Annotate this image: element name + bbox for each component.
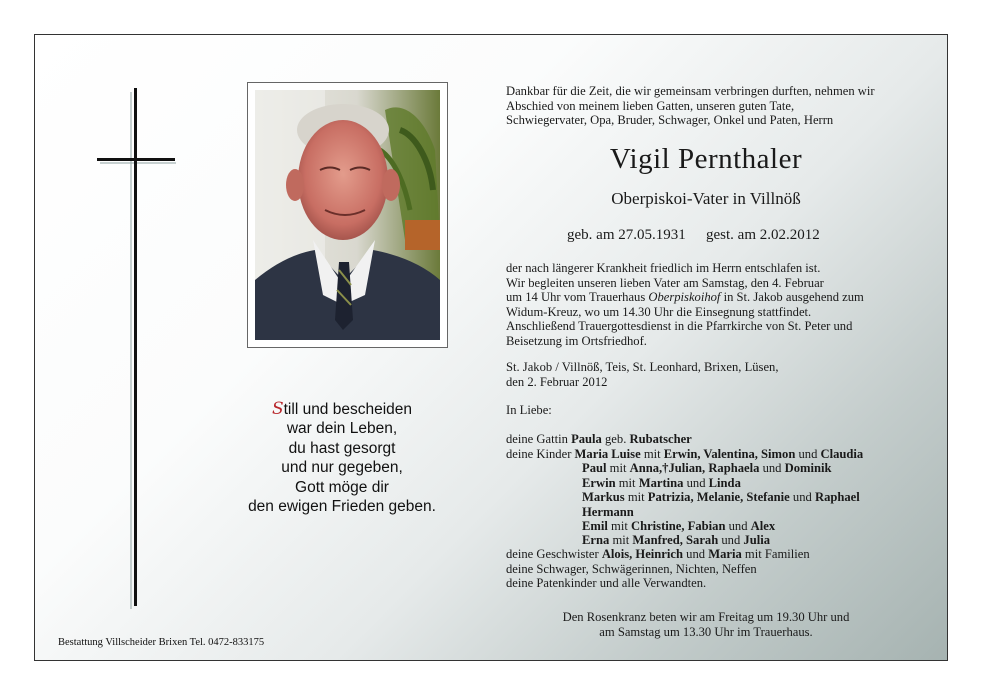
mourner-text: und xyxy=(795,447,821,461)
place-line: St. Jakob / Villnöß, Teis, St. Leonhard, Brixen, Lüsen, xyxy=(506,360,779,374)
mourner-text: deine Gattin xyxy=(506,432,572,446)
mourner-row xyxy=(506,447,863,462)
mourner-text: und xyxy=(759,461,785,475)
mourner-name: Erwin xyxy=(582,476,616,490)
cross-icon xyxy=(134,88,137,606)
details-line: Anschließend Trauergottesdienst in die Pfarrkirche von St. Peter und xyxy=(506,319,853,334)
verse-line: Gott möge dir xyxy=(295,478,389,496)
mourner-row xyxy=(582,505,634,520)
birth-date: geb. am 27.05.1931 xyxy=(567,227,686,243)
mourner-name: Manfred, Sarah xyxy=(632,533,719,547)
portrait-frame xyxy=(247,82,448,348)
mourner-row xyxy=(582,490,860,505)
rosary-line: Den Rosenkranz beten wir am Freitag um 19.30 Uhr und xyxy=(562,610,850,624)
cross-shadow xyxy=(130,92,132,609)
cross-icon xyxy=(97,158,175,161)
mourner-row xyxy=(582,476,741,491)
mourner-name: Hermann xyxy=(582,505,634,519)
mourner-name: Rubatscher xyxy=(629,432,692,446)
mourner-name: Martina xyxy=(638,476,684,490)
details-text: um 14 Uhr vom Trauerhaus xyxy=(506,290,649,305)
mourner-name: Claudia xyxy=(820,447,864,461)
mourner-name: Emil xyxy=(582,519,608,533)
mourner-name: Maria xyxy=(708,547,742,561)
mourner-text: und xyxy=(718,533,744,547)
death-date: gest. am 2.02.2012 xyxy=(706,227,820,243)
funeral-home-footer: Bestattung Villscheider Brixen Tel. 0472-833175 xyxy=(58,637,265,648)
intro-line: Dankbar für die Zeit, die wir gemeinsam verbringen durften, nehmen wir xyxy=(506,84,875,98)
mourner-row xyxy=(582,519,775,534)
mourner-name: Patrizia, Melanie, Stefanie xyxy=(647,490,790,504)
verse xyxy=(232,400,452,516)
mourner-row xyxy=(506,432,692,447)
mourner-name: Paul xyxy=(582,461,607,475)
mourner-name: Alex xyxy=(750,519,776,533)
mourner-row xyxy=(582,533,770,548)
mourner-text: und xyxy=(725,519,751,533)
place-date xyxy=(506,360,779,389)
details-line: Widum-Kreuz, wo um 14.30 Uhr die Einsegnung stattfindet. xyxy=(506,304,812,319)
funeral-details xyxy=(506,261,864,349)
details-line xyxy=(506,290,864,305)
date-line: den 2. Februar 2012 xyxy=(506,374,608,389)
details-line: Beisetzung im Ortsfriedhof. xyxy=(506,333,647,348)
mourner-name: Markus xyxy=(582,490,625,504)
cross-shadow xyxy=(100,162,176,164)
mourner-name: Paula xyxy=(571,432,602,446)
mourner-text: mit Familien xyxy=(741,547,810,561)
rosary-line: am Samstag um 13.30 Uhr im Trauerhaus. xyxy=(599,624,813,639)
mourner-name: Alois, Heinrich xyxy=(601,547,683,561)
verse-line: till und bescheiden xyxy=(283,401,413,418)
in-liebe-label: In Liebe: xyxy=(506,403,552,417)
mourner-name: Maria Luise xyxy=(574,447,641,461)
mourner-row xyxy=(582,461,832,476)
mourner-row: deine Schwager, Schwägerinnen, Nichten, Neffen xyxy=(506,562,757,576)
mourner-text: mit xyxy=(606,461,630,475)
mourner-text: mit xyxy=(615,476,639,490)
portrait-photo xyxy=(255,90,440,340)
mourner-row xyxy=(506,547,810,562)
deceased-subtitle: Oberpiskoi-Vater in Villnöß xyxy=(611,189,801,208)
mourner-name: Erwin, Valentina, Simon xyxy=(663,447,796,461)
verse-line: und nur gegeben, xyxy=(281,459,403,477)
verse-initial: S xyxy=(271,399,284,419)
farm-name: Oberpiskoihof xyxy=(648,290,721,305)
mourner-name: Dominik xyxy=(784,461,832,475)
mourner-text: deine Geschwister xyxy=(506,547,602,561)
mourner-name: Julia xyxy=(743,533,771,547)
verse-line: war dein Leben, xyxy=(286,420,398,438)
mourner-name: Anna,†Julian, Raphaela xyxy=(629,461,760,475)
mourner-name: Raphael xyxy=(814,490,860,504)
verse-line: den ewigen Frieden geben. xyxy=(248,498,436,516)
rosary-info xyxy=(506,610,906,639)
mourner-text: mit xyxy=(624,490,648,504)
mourner-name: Linda xyxy=(708,476,741,490)
intro-text xyxy=(506,84,875,128)
details-line: Wir begleiten unseren lieben Vater am Samstag, den 4. Februar xyxy=(506,275,824,290)
details-line: der nach längerer Krankheit friedlich im Herrn entschlafen ist. xyxy=(506,261,821,275)
mourner-text: mit xyxy=(609,533,633,547)
mourner-name: Erna xyxy=(582,533,610,547)
details-text: in St. Jakob ausgehend zum xyxy=(720,290,864,305)
mourner-text: und xyxy=(683,476,709,490)
mourner-text: geb. xyxy=(601,432,630,446)
mourner-text: mit xyxy=(607,519,631,533)
intro-line: Schwiegervater, Opa, Bruder, Schwager, Onkel und Paten, Herrn xyxy=(506,113,834,128)
mourner-text: und xyxy=(789,490,815,504)
deceased-name: Vigil Pernthaler xyxy=(609,143,803,175)
mourner-row: deine Patenkinder und alle Verwandten. xyxy=(506,576,707,590)
verse-line: du hast gesorgt xyxy=(288,439,396,457)
mourner-text: deine Kinder xyxy=(506,447,575,461)
mourner-text: mit xyxy=(640,447,664,461)
mourner-name: Christine, Fabian xyxy=(630,519,726,533)
mourner-text: und xyxy=(683,547,709,561)
intro-line: Abschied von meinem lieben Gatten, unseren guten Tate, xyxy=(506,98,795,113)
